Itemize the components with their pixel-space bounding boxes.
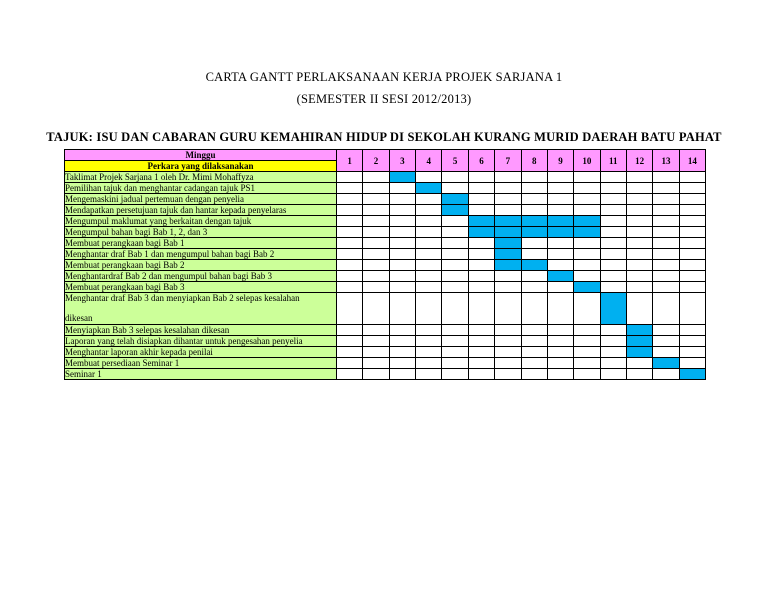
gantt-empty-cell (416, 172, 442, 183)
table-row (65, 336, 706, 347)
gantt-empty-cell (468, 183, 494, 194)
gantt-empty-cell (495, 194, 521, 205)
gantt-empty-cell (337, 369, 363, 380)
week-number-13: 13 (653, 150, 679, 172)
gantt-empty-cell (337, 336, 363, 347)
gantt-empty-cell (416, 336, 442, 347)
gantt-empty-cell (679, 271, 705, 282)
gantt-empty-cell (363, 347, 389, 358)
gantt-empty-cell (679, 336, 705, 347)
gantt-empty-cell (547, 336, 573, 347)
gantt-empty-cell (521, 347, 547, 358)
gantt-empty-cell (363, 194, 389, 205)
gantt-empty-cell (626, 238, 652, 249)
gantt-empty-cell (521, 194, 547, 205)
gantt-empty-cell (626, 260, 652, 271)
gantt-empty-cell (468, 293, 494, 325)
task-label: Membuat perangkaan bagi Bab 3 (65, 282, 337, 293)
gantt-empty-cell (521, 172, 547, 183)
gantt-empty-cell (653, 205, 679, 216)
gantt-empty-cell (495, 369, 521, 380)
chart-subtitle: (SEMESTER II SESI 2012/2013) (296, 92, 472, 106)
gantt-empty-cell (468, 194, 494, 205)
gantt-empty-cell (416, 325, 442, 336)
task-header-label: Perkara yang dilaksanakan (65, 161, 337, 172)
gantt-empty-cell (574, 249, 600, 260)
table-row (65, 194, 706, 205)
gantt-empty-cell (679, 183, 705, 194)
gantt-empty-cell (547, 347, 573, 358)
gantt-empty-cell (521, 271, 547, 282)
gantt-empty-cell (442, 227, 468, 238)
gantt-empty-cell (547, 260, 573, 271)
gantt-empty-cell (389, 216, 415, 227)
gantt-empty-cell (547, 325, 573, 336)
table-row (65, 205, 706, 216)
week-number-7: 7 (495, 150, 521, 172)
task-label: Mengumpul bahan bagi Bab 1, 2, dan 3 (65, 227, 337, 238)
gantt-empty-cell (679, 347, 705, 358)
task-label: Menghantar draf Bab 1 dan mengumpul bahan bagi Bab 2 (65, 249, 337, 260)
week-number-14: 14 (679, 150, 705, 172)
gantt-empty-cell (442, 183, 468, 194)
gantt-empty-cell (574, 260, 600, 271)
gantt-empty-cell (337, 260, 363, 271)
gantt-empty-cell (547, 172, 573, 183)
task-label (65, 293, 337, 325)
gantt-empty-cell (363, 227, 389, 238)
gantt-bar-cell (495, 238, 521, 249)
gantt-bar-cell (416, 183, 442, 194)
week-number-10: 10 (574, 150, 600, 172)
gantt-empty-cell (495, 271, 521, 282)
table-row (65, 325, 706, 336)
gantt-empty-cell (653, 172, 679, 183)
gantt-empty-cell (626, 249, 652, 260)
gantt-empty-cell (679, 249, 705, 260)
gantt-empty-cell (574, 336, 600, 347)
gantt-empty-cell (600, 260, 626, 271)
gantt-empty-cell (495, 358, 521, 369)
task-label: Laporan yang telah disiapkan dihantar untuk pengesahan penyelia (65, 336, 337, 347)
gantt-bar-cell (468, 216, 494, 227)
week-number-3: 3 (389, 150, 415, 172)
gantt-empty-cell (495, 336, 521, 347)
week-number-11: 11 (600, 150, 626, 172)
gantt-empty-cell (547, 249, 573, 260)
table-row (65, 271, 706, 282)
gantt-empty-cell (600, 183, 626, 194)
topic-title: TAJUK: ISU DAN CABARAN GURU KEMAHIRAN HIDUP DI SEKOLAH KURANG MURID DAERAH BATU PAHAT (46, 130, 722, 144)
gantt-empty-cell (626, 194, 652, 205)
task-label-line: dikesan (65, 313, 93, 323)
gantt-empty-cell (600, 336, 626, 347)
gantt-empty-cell (495, 325, 521, 336)
gantt-empty-cell (363, 183, 389, 194)
gantt-empty-cell (495, 282, 521, 293)
gantt-empty-cell (679, 293, 705, 325)
gantt-empty-cell (468, 260, 494, 271)
gantt-empty-cell (653, 216, 679, 227)
gantt-bar-cell (495, 260, 521, 271)
gantt-empty-cell (600, 271, 626, 282)
gantt-empty-cell (653, 227, 679, 238)
gantt-empty-cell (679, 238, 705, 249)
gantt-empty-cell (679, 172, 705, 183)
gantt-empty-cell (600, 282, 626, 293)
week-header-label: Minggu (65, 150, 337, 161)
gantt-empty-cell (547, 358, 573, 369)
gantt-empty-cell (442, 249, 468, 260)
gantt-empty-cell (337, 325, 363, 336)
gantt-empty-cell (363, 205, 389, 216)
gantt-bar-cell (653, 358, 679, 369)
gantt-empty-cell (389, 325, 415, 336)
gantt-empty-cell (574, 347, 600, 358)
gantt-empty-cell (389, 347, 415, 358)
gantt-empty-cell (574, 194, 600, 205)
gantt-empty-cell (416, 194, 442, 205)
gantt-empty-cell (389, 282, 415, 293)
gantt-empty-cell (337, 183, 363, 194)
gantt-empty-cell (337, 205, 363, 216)
gantt-empty-cell (521, 336, 547, 347)
task-label-line: Menghantar draf Bab 3 dan menyiapkan Bab 2 selepas kesalahan (65, 293, 300, 303)
gantt-empty-cell (337, 347, 363, 358)
task-label: Pemilihan tajuk dan menghantar cadangan tajuk PS1 (65, 183, 337, 194)
gantt-bar-cell (521, 227, 547, 238)
gantt-empty-cell (521, 205, 547, 216)
gantt-empty-cell (547, 194, 573, 205)
gantt-empty-cell (468, 369, 494, 380)
gantt-empty-cell (521, 358, 547, 369)
gantt-empty-cell (626, 227, 652, 238)
task-label: Mendapatkan persetujuan tajuk dan hantar kepada penyelaras (65, 205, 337, 216)
gantt-empty-cell (626, 369, 652, 380)
gantt-empty-cell (468, 172, 494, 183)
gantt-empty-cell (337, 293, 363, 325)
week-number-2: 2 (363, 150, 389, 172)
gantt-empty-cell (653, 347, 679, 358)
table-row (65, 260, 706, 271)
gantt-empty-cell (337, 271, 363, 282)
task-label: Seminar 1 (65, 369, 337, 380)
gantt-empty-cell (547, 293, 573, 325)
gantt-empty-cell (389, 369, 415, 380)
gantt-empty-cell (574, 271, 600, 282)
table-row (65, 358, 706, 369)
gantt-empty-cell (574, 325, 600, 336)
gantt-empty-cell (626, 358, 652, 369)
gantt-empty-cell (337, 238, 363, 249)
gantt-empty-cell (495, 347, 521, 358)
task-label: Membuat perangkaan bagi Bab 2 (65, 260, 337, 271)
gantt-empty-cell (574, 205, 600, 216)
gantt-empty-cell (442, 216, 468, 227)
gantt-bar-cell (574, 282, 600, 293)
gantt-empty-cell (521, 369, 547, 380)
gantt-bar-cell (495, 249, 521, 260)
gantt-bar-cell (626, 336, 652, 347)
gantt-empty-cell (468, 271, 494, 282)
task-label: Membuat perangkaan bagi Bab 1 (65, 238, 337, 249)
week-number-9: 9 (547, 150, 573, 172)
gantt-bar-cell (679, 369, 705, 380)
gantt-empty-cell (574, 358, 600, 369)
gantt-empty-cell (574, 293, 600, 325)
gantt-bar-cell (547, 216, 573, 227)
gantt-empty-cell (653, 194, 679, 205)
gantt-empty-cell (468, 347, 494, 358)
table-row (65, 347, 706, 358)
gantt-empty-cell (600, 227, 626, 238)
gantt-empty-cell (574, 238, 600, 249)
gantt-empty-cell (600, 238, 626, 249)
gantt-empty-cell (337, 172, 363, 183)
gantt-bar-cell (626, 347, 652, 358)
gantt-empty-cell (600, 249, 626, 260)
gantt-empty-cell (626, 183, 652, 194)
gantt-empty-cell (653, 271, 679, 282)
gantt-empty-cell (363, 369, 389, 380)
gantt-empty-cell (468, 358, 494, 369)
chart-title: CARTA GANTT PERLAKSANAAN KERJA PROJEK SARJANA 1 (205, 70, 563, 84)
gantt-bar-cell (468, 227, 494, 238)
gantt-empty-cell (442, 293, 468, 325)
gantt-empty-cell (574, 369, 600, 380)
task-label: Mengumpul maklumat yang berkaitan dengan tajuk (65, 216, 337, 227)
gantt-empty-cell (679, 325, 705, 336)
week-number-5: 5 (442, 150, 468, 172)
week-number-6: 6 (468, 150, 494, 172)
gantt-empty-cell (389, 249, 415, 260)
task-label: Taklimat Projek Sarjana 1 oleh Dr. Mimi Mohaffyza (65, 172, 337, 183)
gantt-empty-cell (600, 369, 626, 380)
task-label: Mengemaskini jadual pertemuan dengan penyelia (65, 194, 337, 205)
gantt-empty-cell (600, 216, 626, 227)
table-row (65, 172, 706, 183)
week-number-4: 4 (416, 150, 442, 172)
gantt-empty-cell (416, 205, 442, 216)
gantt-empty-cell (442, 238, 468, 249)
gantt-empty-cell (547, 238, 573, 249)
gantt-empty-cell (337, 282, 363, 293)
gantt-empty-cell (600, 358, 626, 369)
gantt-bar-cell (521, 216, 547, 227)
gantt-empty-cell (547, 369, 573, 380)
gantt-bar-cell (626, 325, 652, 336)
gantt-empty-cell (389, 238, 415, 249)
gantt-empty-cell (547, 282, 573, 293)
gantt-empty-cell (495, 172, 521, 183)
gantt-empty-cell (337, 249, 363, 260)
gantt-empty-cell (468, 325, 494, 336)
gantt-empty-cell (442, 325, 468, 336)
week-number-8: 8 (521, 150, 547, 172)
gantt-empty-cell (363, 260, 389, 271)
gantt-empty-cell (521, 183, 547, 194)
gantt-table (64, 149, 706, 380)
gantt-empty-cell (363, 336, 389, 347)
table-row (65, 369, 706, 380)
gantt-bar-cell (574, 227, 600, 238)
gantt-empty-cell (521, 325, 547, 336)
gantt-empty-cell (521, 293, 547, 325)
gantt-empty-cell (679, 194, 705, 205)
gantt-empty-cell (416, 216, 442, 227)
gantt-empty-cell (521, 249, 547, 260)
gantt-empty-cell (416, 260, 442, 271)
gantt-empty-cell (547, 205, 573, 216)
gantt-empty-cell (416, 227, 442, 238)
gantt-empty-cell (442, 336, 468, 347)
gantt-bar-cell (442, 205, 468, 216)
gantt-bar-cell (495, 227, 521, 238)
gantt-empty-cell (389, 205, 415, 216)
gantt-empty-cell (626, 172, 652, 183)
gantt-empty-cell (468, 249, 494, 260)
gantt-empty-cell (363, 358, 389, 369)
gantt-empty-cell (416, 238, 442, 249)
gantt-empty-cell (442, 271, 468, 282)
gantt-empty-cell (337, 194, 363, 205)
gantt-empty-cell (442, 358, 468, 369)
gantt-empty-cell (653, 260, 679, 271)
gantt-empty-cell (574, 172, 600, 183)
gantt-empty-cell (363, 172, 389, 183)
week-number-12: 12 (626, 150, 652, 172)
gantt-empty-cell (600, 205, 626, 216)
table-row (65, 227, 706, 238)
gantt-empty-cell (468, 205, 494, 216)
gantt-bar-cell (574, 216, 600, 227)
gantt-empty-cell (468, 336, 494, 347)
gantt-empty-cell (574, 183, 600, 194)
gantt-empty-cell (679, 358, 705, 369)
gantt-empty-cell (416, 271, 442, 282)
gantt-empty-cell (653, 249, 679, 260)
gantt-empty-cell (363, 271, 389, 282)
gantt-empty-cell (442, 260, 468, 271)
gantt-empty-cell (442, 282, 468, 293)
gantt-empty-cell (468, 282, 494, 293)
gantt-empty-cell (653, 293, 679, 325)
gantt-empty-cell (521, 282, 547, 293)
gantt-empty-cell (389, 336, 415, 347)
gantt-empty-cell (653, 336, 679, 347)
gantt-empty-cell (600, 172, 626, 183)
gantt-empty-cell (547, 183, 573, 194)
gantt-empty-cell (468, 238, 494, 249)
gantt-empty-cell (679, 282, 705, 293)
gantt-empty-cell (442, 172, 468, 183)
gantt-bar-cell (547, 271, 573, 282)
gantt-empty-cell (626, 216, 652, 227)
gantt-empty-cell (495, 293, 521, 325)
task-label: Menghantar laporan akhir kepada penilai (65, 347, 337, 358)
table-row (65, 183, 706, 194)
gantt-empty-cell (363, 282, 389, 293)
gantt-empty-cell (416, 293, 442, 325)
gantt-bar-cell (547, 227, 573, 238)
gantt-empty-cell (337, 216, 363, 227)
gantt-bar-cell (521, 260, 547, 271)
gantt-empty-cell (521, 238, 547, 249)
gantt-empty-cell (600, 325, 626, 336)
gantt-empty-cell (600, 347, 626, 358)
gantt-empty-cell (442, 369, 468, 380)
gantt-empty-cell (653, 325, 679, 336)
gantt-empty-cell (337, 227, 363, 238)
table-row (65, 282, 706, 293)
gantt-empty-cell (416, 249, 442, 260)
gantt-empty-cell (416, 369, 442, 380)
gantt-empty-cell (389, 260, 415, 271)
gantt-empty-cell (626, 205, 652, 216)
gantt-empty-cell (416, 282, 442, 293)
gantt-empty-cell (363, 325, 389, 336)
table-row (65, 238, 706, 249)
gantt-empty-cell (495, 205, 521, 216)
gantt-empty-cell (337, 358, 363, 369)
task-label: Menghantardraf Bab 2 dan mengumpul bahan bagi Bab 3 (65, 271, 337, 282)
week-number-1: 1 (337, 150, 363, 172)
gantt-empty-cell (679, 205, 705, 216)
gantt-empty-cell (389, 271, 415, 282)
gantt-empty-cell (363, 293, 389, 325)
gantt-empty-cell (363, 238, 389, 249)
gantt-empty-cell (389, 293, 415, 325)
gantt-empty-cell (389, 358, 415, 369)
gantt-empty-cell (363, 249, 389, 260)
gantt-bar-cell (389, 172, 415, 183)
gantt-empty-cell (363, 216, 389, 227)
gantt-empty-cell (389, 194, 415, 205)
gantt-empty-cell (626, 271, 652, 282)
gantt-empty-cell (600, 194, 626, 205)
gantt-empty-cell (679, 216, 705, 227)
gantt-empty-cell (495, 183, 521, 194)
gantt-empty-cell (653, 282, 679, 293)
gantt-empty-cell (626, 293, 652, 325)
gantt-empty-cell (442, 347, 468, 358)
gantt-empty-cell (679, 260, 705, 271)
table-row (65, 293, 706, 325)
gantt-bar-cell (495, 216, 521, 227)
gantt-bar-cell (600, 293, 626, 325)
table-row (65, 249, 706, 260)
gantt-empty-cell (653, 369, 679, 380)
gantt-empty-cell (653, 238, 679, 249)
gantt-empty-cell (416, 347, 442, 358)
gantt-empty-cell (679, 227, 705, 238)
gantt-empty-cell (416, 358, 442, 369)
gantt-empty-cell (389, 227, 415, 238)
gantt-empty-cell (626, 282, 652, 293)
task-label: Menyiapkan Bab 3 selepas kesalahan dikesan (65, 325, 337, 336)
gantt-empty-cell (653, 183, 679, 194)
table-row (65, 216, 706, 227)
task-label: Membuat persediaan Seminar 1 (65, 358, 337, 369)
gantt-empty-cell (389, 183, 415, 194)
gantt-bar-cell (442, 194, 468, 205)
